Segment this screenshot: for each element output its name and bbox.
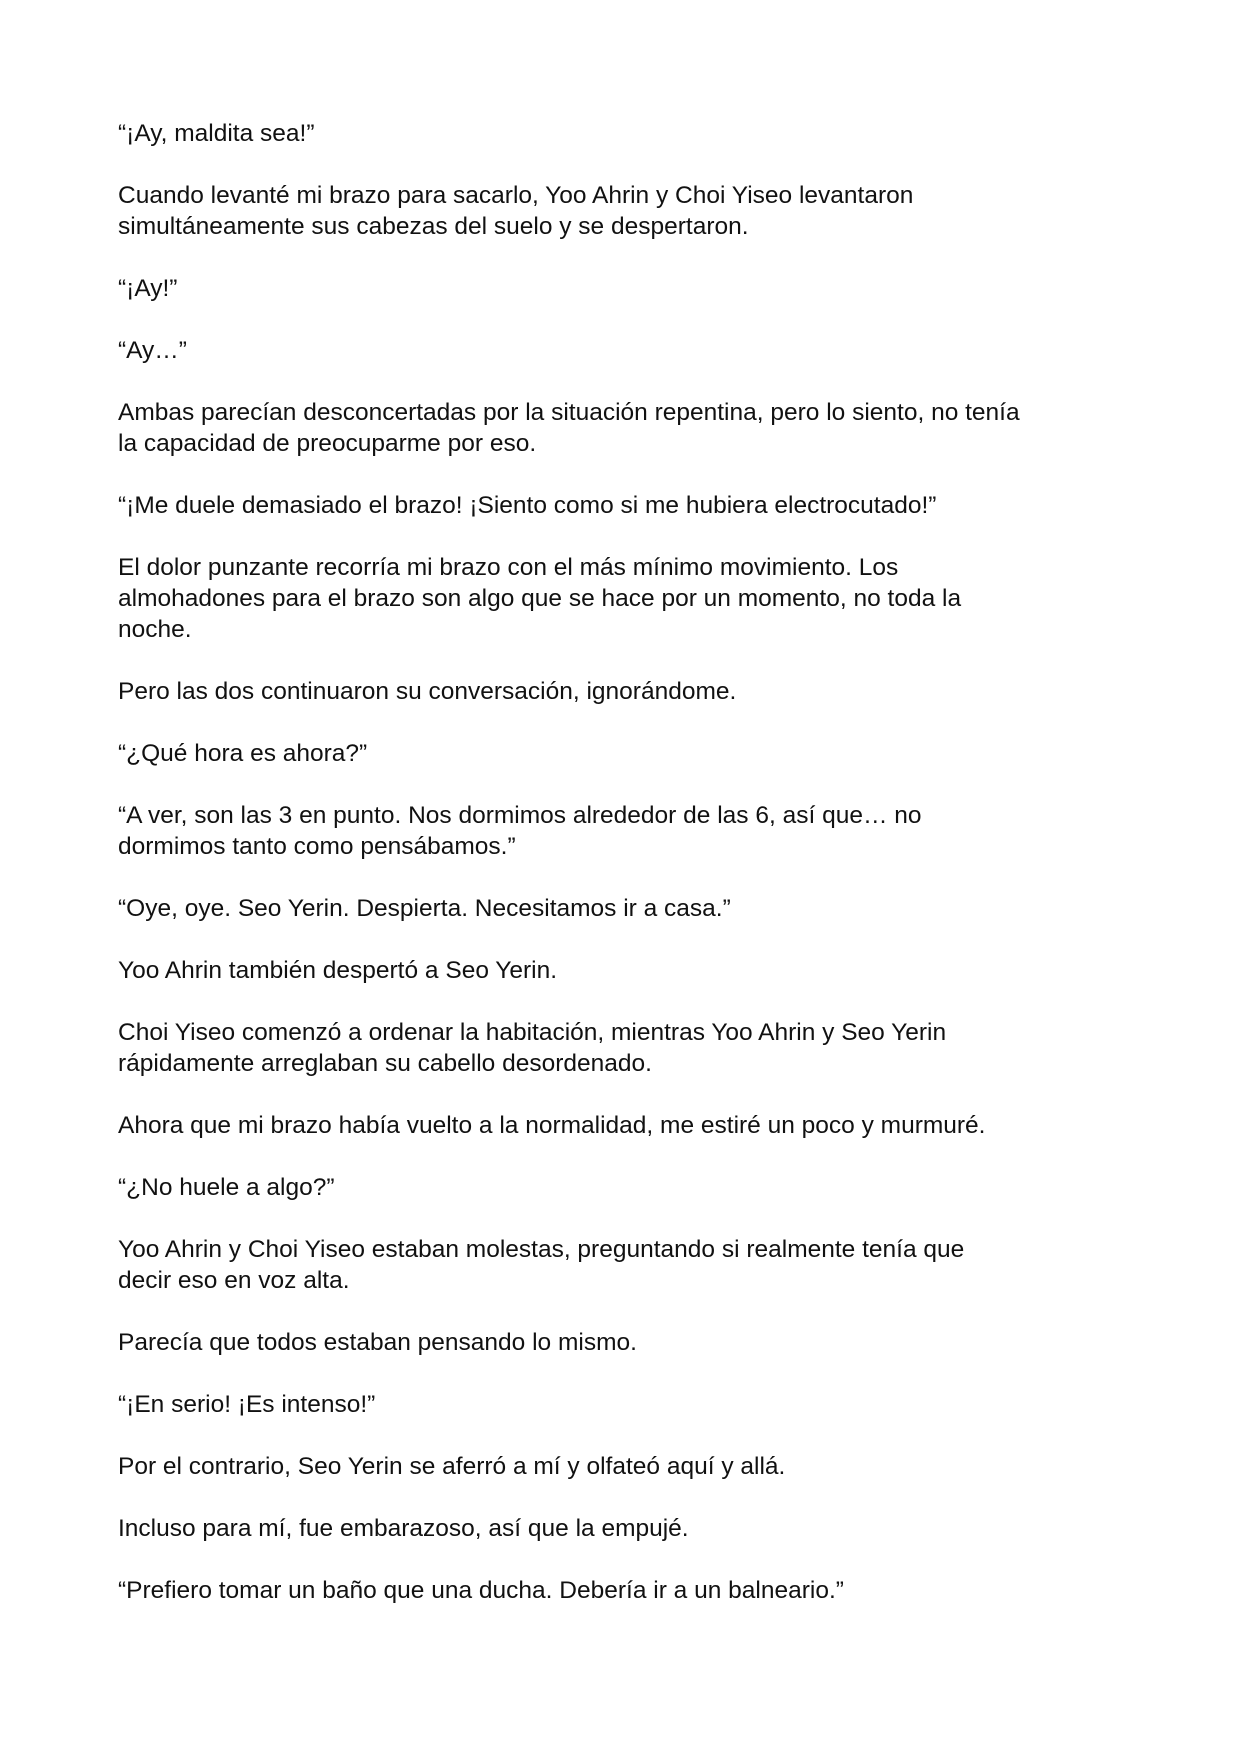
paragraph: Pero las dos continuaron su conversación, ignorándome. (118, 678, 737, 705)
paragraph: “¿No huele a algo?” (118, 1174, 335, 1201)
document-body (118, 118, 1128, 1637)
paragraph: “¡Ay!” (118, 275, 178, 302)
paragraph: El dolor punzante recorría mi brazo con el más mínimo movimiento. Los almohadones para el brazo son algo que se hace por un momento, no toda la noche. (118, 554, 962, 643)
paragraph: “Ay…” (118, 337, 187, 364)
paragraph: “A ver, son las 3 en punto. Nos dormimos alrededor de las 6, así que… no dormimos tanto como pensábamos.” (118, 802, 922, 860)
paragraph: Choi Yiseo comenzó a ordenar la habitación, mientras Yoo Ahrin y Seo Yerin rápidamente arreglaban su cabello desordenado. (118, 1019, 947, 1077)
paragraph: “¿Qué hora es ahora?” (118, 740, 368, 767)
paragraph: Yoo Ahrin también despertó a Seo Yerin. (118, 957, 558, 984)
paragraph: “¡En serio! ¡Es intenso!” (118, 1391, 376, 1418)
paragraph: Cuando levanté mi brazo para sacarlo, Yoo Ahrin y Choi Yiseo levantaron simultáneamente sus cabezas del suelo y se despertaron. (118, 182, 914, 240)
paragraph: “¡Ay, maldita sea!” (118, 120, 315, 147)
paragraph: Parecía que todos estaban pensando lo mismo. (118, 1329, 637, 1356)
paragraph: Ahora que mi brazo había vuelto a la normalidad, me estiré un poco y murmuré. (118, 1112, 986, 1139)
paragraph: “¡Me duele demasiado el brazo! ¡Siento como si me hubiera electrocutado!” (118, 492, 937, 519)
paragraph: “Oye, oye. Seo Yerin. Despierta. Necesitamos ir a casa.” (118, 895, 731, 922)
paragraph: Ambas parecían desconcertadas por la situación repentina, pero lo siento, no tenía la capacidad de preocuparme por eso. (118, 399, 1020, 457)
paragraph: Incluso para mí, fue embarazoso, así que la empujé. (118, 1515, 689, 1542)
paragraph: Por el contrario, Seo Yerin se aferró a mí y olfateó aquí y allá. (118, 1453, 786, 1480)
paragraph: “Prefiero tomar un baño que una ducha. Debería ir a un balneario.” (118, 1577, 844, 1604)
paragraph: Yoo Ahrin y Choi Yiseo estaban molestas, preguntando si realmente tenía que decir eso en voz alta. (118, 1236, 965, 1294)
